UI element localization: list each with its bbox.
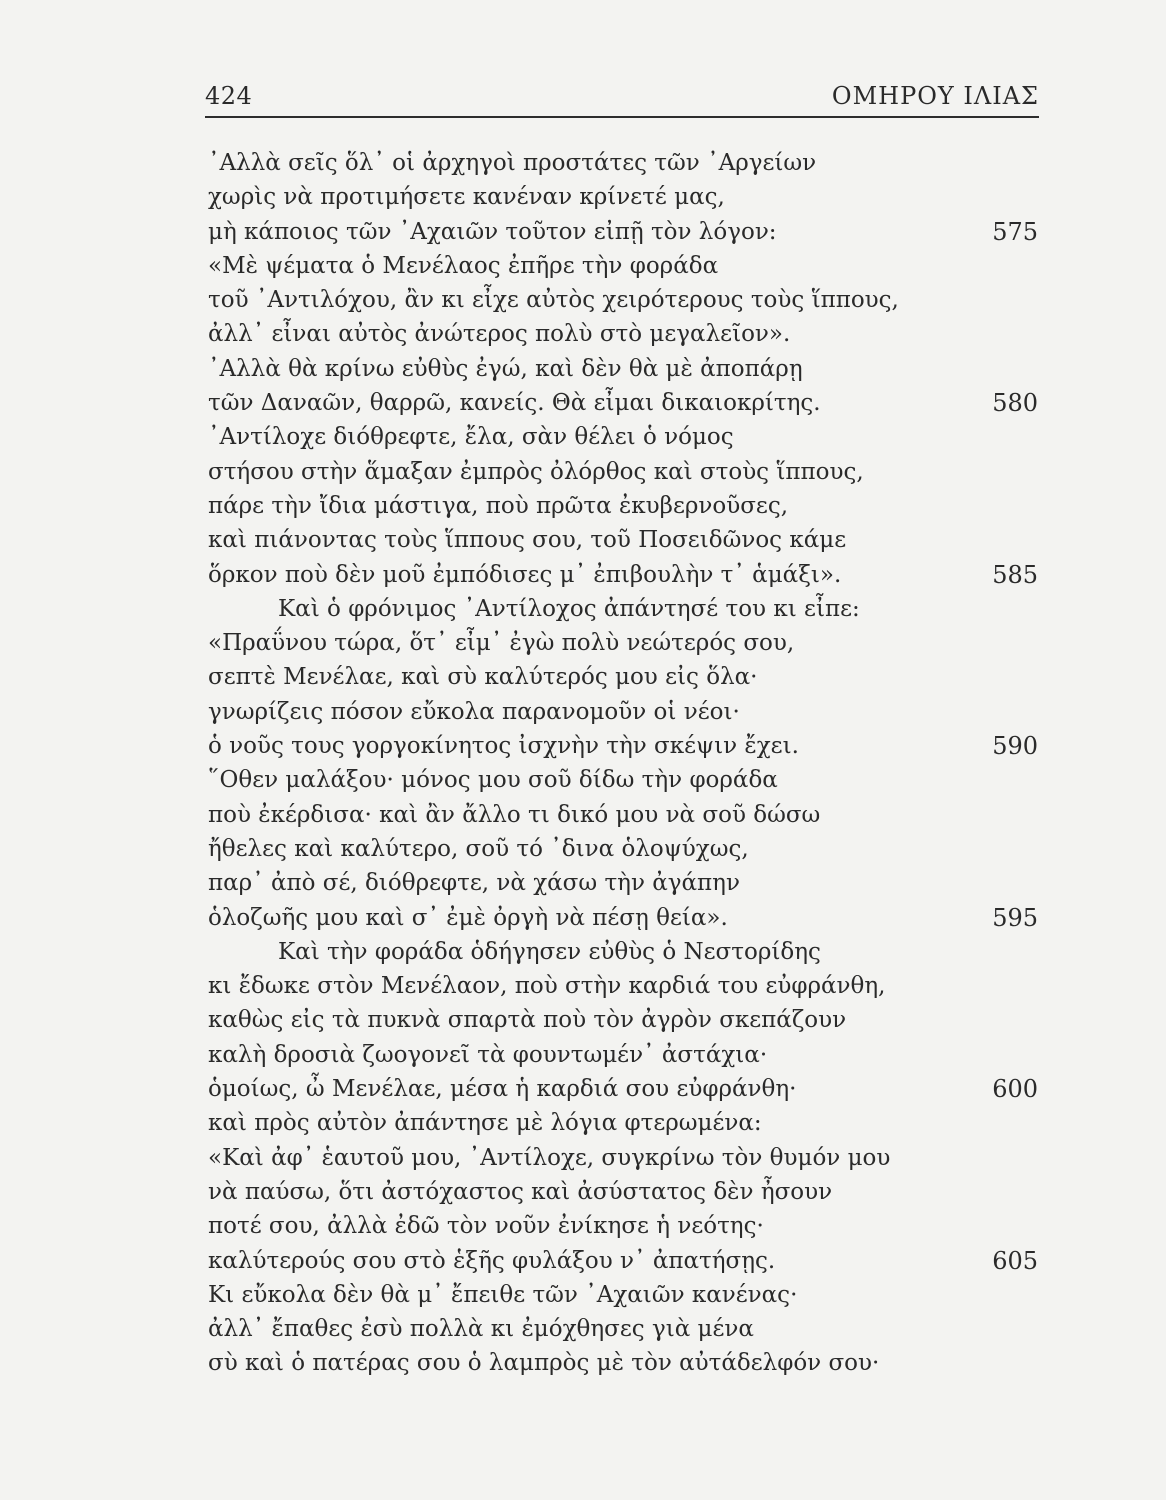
verse-line [208,386,1042,420]
verse-text: παρ᾿ ἀπὸ σέ, διόθρεφτε, νὰ χάσω τὴν ἀγάπην [208,870,740,897]
verse-line [208,1038,1042,1072]
verse-line [208,283,1042,317]
verse-text: σὺ καὶ ὁ πατέρας σου ὁ λαμπρὸς μὲ τὸν αὐτάδελφόν σου· [208,1350,880,1377]
verse-text: ᾿Αντίλοχε διόθρεφτε, ἔλα, σὰν θέλει ὁ νόμος [208,424,734,451]
verse-line [208,626,1042,660]
verse-line [208,420,1042,454]
line-number: 600 [992,1075,1038,1104]
verse-text: ᾿Αλλὰ θὰ κρίνω εὐθὺς ἐγώ, καὶ δὲν θὰ μὲ ἀποπάρῃ [208,355,803,382]
verse-text: ἤθελες καὶ καλύτερο, σοῦ τό ᾿δινα ὁλοψύχως, [208,835,749,862]
verse-line [208,763,1042,797]
line-number: 595 [992,903,1038,932]
page-number: 424 [205,82,253,110]
verse-text: ὁλοζωῆς μου καὶ σ᾿ ἐμὲ ὀργὴ νὰ πέσῃ θεία». [208,904,728,931]
verse-line [208,352,1042,386]
verse-text: ὅρκον ποὺ δὲν μοῦ ἐμπόδισες μ᾿ ἐπιβουλὴν τ᾿ ἁμάξι». [208,561,842,588]
verse-text: Καὶ ὁ φρόνιμος ᾿Αντίλοχος ἀπάντησέ του κι εἶπε: [278,595,860,622]
verse-line [208,523,1042,557]
verse-text: Καὶ τὴν φοράδα ὁδήγησεν εὐθὺς ὁ Νεστορίδης [278,938,821,965]
verse-line [208,180,1042,214]
verse-line [208,729,1042,763]
verse-text: Κι εὔκολα δὲν θὰ μ᾿ ἔπειθε τῶν ᾿Αχαιῶν κανένας· [208,1281,798,1308]
verse-text: καθὼς εἰς τὰ πυκνὰ σπαρτὰ ποὺ τὸν ἀγρὸν σκεπάζουν [208,1007,847,1034]
running-title: ΟΜΗΡΟΥ ΙΛΙΑΣ [831,82,1039,110]
line-number: 585 [992,560,1038,589]
verse-text: «Πραΰνου τώρα, ὅτ᾿ εἶμ᾿ ἐγὼ πολὺ νεώτερός σου, [208,630,795,657]
line-number: 575 [992,217,1038,246]
verse-line [208,969,1042,1003]
verse-line [208,249,1042,283]
verse-text: ποτέ σου, ἀλλὰ ἐδῶ τὸν νοῦν ἐνίκησε ἡ νεότης· [208,1213,764,1240]
verse-line [208,935,1042,969]
verse-line [208,1346,1042,1380]
verse-line [208,592,1042,626]
verse-line [208,558,1042,592]
verse-text: «Μὲ ψέματα ὁ Μενέλαος ἐπῆρε τὴν φοράδα [208,252,719,279]
line-number: 605 [992,1246,1038,1275]
verse-line [208,660,1042,694]
verse-text: ἀλλ᾿ εἶναι αὐτὸς ἀνώτερος πολὺ στὸ μεγαλεῖον». [208,321,791,348]
verse-text: ἀλλ᾿ ἔπαθες ἐσὺ πολλὰ κι ἐμόχθησες γιὰ μένα [208,1316,754,1343]
verse-line [208,866,1042,900]
poem-text [208,146,1042,1381]
verse-text: καλύτερούς σου στὸ ἑξῆς φυλάξου ν᾿ ἀπατήσῃς. [208,1247,776,1274]
verse-line [208,1209,1042,1243]
verse-line [208,146,1042,180]
verse-text: πάρε τὴν ἴδια μάστιγα, ποὺ πρῶτα ἐκυβερνοῦσες, [208,492,789,519]
verse-line [208,695,1042,729]
verse-text: σεπτὲ Μενέλαε, καὶ σὺ καλύτερός μου εἰς ὅλα· [208,664,758,691]
line-number: 590 [992,732,1038,761]
verse-line [208,1312,1042,1346]
verse-line [208,1072,1042,1106]
verse-text: «Καὶ ἀφ᾿ ἑαυτοῦ μου, ᾿Αντίλοχε, συγκρίνω τὸν θυμόν μου [208,1144,891,1171]
line-number: 580 [992,389,1038,418]
verse-text: καὶ πρὸς αὐτὸν ἀπάντησε μὲ λόγια φτερωμένα: [208,1110,762,1137]
verse-text: τοῦ ᾿Αντιλόχου, ἂν κι εἶχε αὐτὸς χειρότερους τοὺς ἵππους, [208,287,899,314]
verse-line [208,1003,1042,1037]
verse-text: χωρὶς νὰ προτιμήσετε κανέναν κρίνετέ μας, [208,184,725,211]
verse-line [208,1106,1042,1140]
verse-text: καὶ πιάνοντας τοὺς ἵππους σου, τοῦ Ποσειδῶνος κάμε [208,527,847,554]
verse-text: ὁ νοῦς τους γοργοκίνητος ἰσχνὴν τὴν σκέψιν ἔχει. [208,733,799,760]
verse-line [208,215,1042,249]
verse-text: ὁμοίως, ὦ Μενέλαε, μέσα ἡ καρδιά σου εὐφράνθη· [208,1076,797,1103]
verse-text: ῞Οθεν μαλάξου· μόνος μου σοῦ δίδω τὴν φοράδα [208,767,778,794]
verse-line [208,901,1042,935]
verse-text: μὴ κάποιος τῶν ᾿Αχαιῶν τοῦτον εἰπῇ τὸν λόγον: [208,218,777,245]
page-header [205,72,1039,118]
verse-text: καλὴ δροσιὰ ζωογονεῖ τὰ φουντωμέν᾿ ἀστάχια· [208,1041,768,1068]
verse-line [208,1175,1042,1209]
verse-line [208,317,1042,351]
verse-line [208,1278,1042,1312]
verse-line [208,489,1042,523]
verse-text: ποὺ ἐκέρδισα· καὶ ἂν ἄλλο τι δικό μου νὰ σοῦ δώσω [208,801,821,828]
verse-line [208,832,1042,866]
verse-line [208,455,1042,489]
verse-line [208,798,1042,832]
verse-line [208,1244,1042,1278]
verse-text: νὰ παύσω, ὅτι ἀστόχαστος καὶ ἀσύστατος δὲν ἦσουν [208,1178,833,1205]
verse-text: τῶν Δαναῶν, θαρρῶ, κανείς. Θὰ εἶμαι δικαιοκρίτης. [208,390,821,417]
verse-line [208,1141,1042,1175]
verse-text: στήσου στὴν ἅμαξαν ἐμπρὸς ὀλόρθος καὶ στοὺς ἵππους, [208,458,864,485]
verse-text: γνωρίζεις πόσον εὔκολα παρανομοῦν οἱ νέοι· [208,698,740,725]
verse-text: ᾿Αλλὰ σεῖς ὅλ᾿ οἱ ἀρχηγοὶ προστάτες τῶν ᾿Αργείων [208,150,817,176]
verse-text: κι ἔδωκε στὸν Μενέλαον, ποὺ στὴν καρδιά του εὐφράνθη, [208,973,886,1000]
